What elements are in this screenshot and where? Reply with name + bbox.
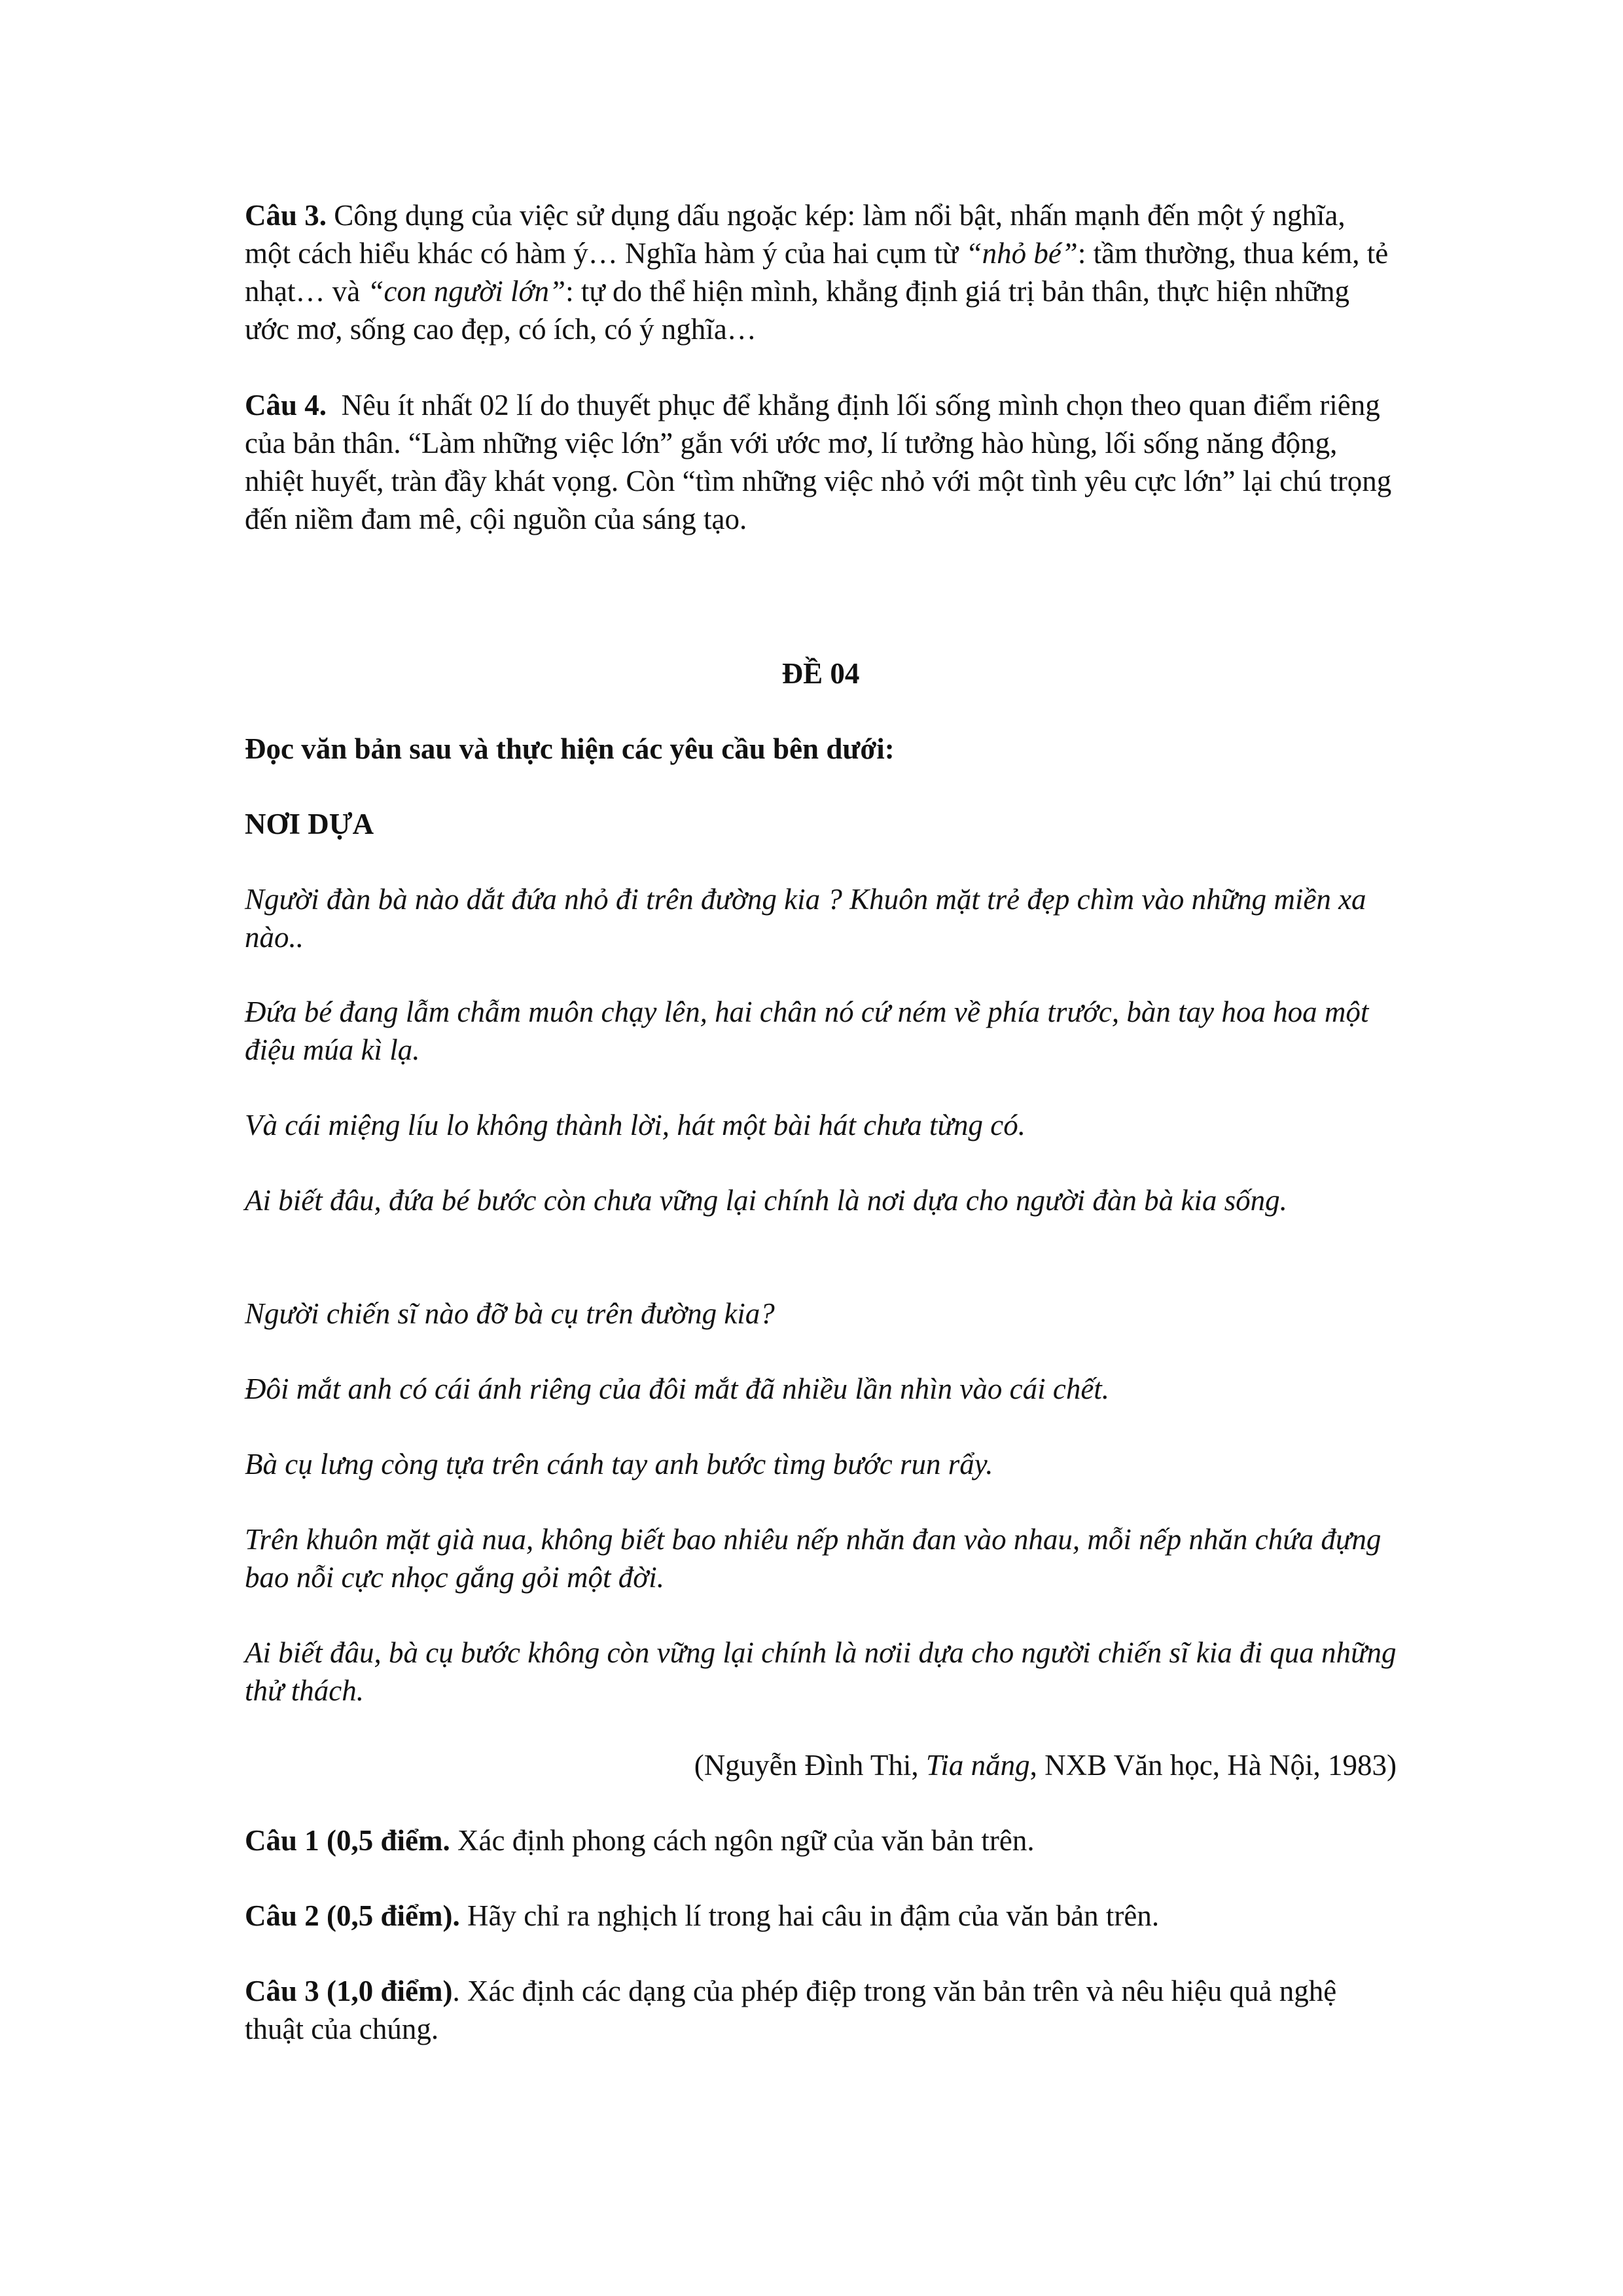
- question-1-text: Xác định phong cách ngôn ngữ của văn bản trên.: [450, 1824, 1035, 1857]
- question-3: [245, 1972, 1397, 2048]
- question-3-label: Câu 3 (1,0 điểm): [245, 1975, 453, 2007]
- poem-title: NƠI DỰA: [245, 808, 374, 840]
- instruction: Đọc văn bản sau và thực hiện các yêu cầu bên dưới:: [245, 732, 895, 765]
- poem-paragraph-7: Bà cụ lưng còng tựa trên cánh tay anh bước tìmg bước run rẩy.: [245, 1448, 993, 1480]
- cau-3-text-2: : tầm thường, thua kém, tẻ nhạt… và: [245, 237, 1389, 308]
- cau-4-label: Câu 4.: [245, 389, 327, 422]
- source-book-title: Tia nắng: [925, 1749, 1030, 1782]
- question-3-text: . Xác định các dạng của phép điệp trong văn bản trên và nêu hiệu quả nghệ thuật của chúng.: [245, 1975, 1337, 2045]
- cau-4-text: Nêu ít nhất 02 lí do thuyết phục để khẳng định lối sống mình chọn theo quan điểm riêng của bản thân. “Làm những việc lớn” gắn với ước mơ, lí tưởng hào hùng, lối sống năng động, nhiệt huyết, tràn đầy khát vọng. Còn “tìm những việc nhỏ với một tình yêu cực lớn” lại chú trọng đến niềm đam mê, cội nguồn của sáng tạo.: [245, 389, 1399, 535]
- poem-paragraph-5: Người chiến sĩ nào đỡ bà cụ trên đường kia?: [245, 1297, 775, 1330]
- poem-paragraph-4: Ai biết đâu, đứa bé bước còn chưa vững lại chính là nơi dựa cho người đàn bà kia sống.: [245, 1184, 1287, 1217]
- cau-3-text-1: Công dụng của việc sử dụng dấu ngoặc kép: làm nổi bật, nhấn mạnh đến một ý nghĩa, một cách hiểu khác có hàm ý… Nghĩa hàm ý của hai cụm từ: [245, 199, 1346, 270]
- poem-paragraph-3: Và cái miệng líu lo không thành lời, hát một bài hát chưa từng có.: [245, 1109, 1026, 1141]
- cau-3-term-con-nguoi-lon: “con người lớn”: [367, 275, 566, 308]
- poem-paragraph-6: Đôi mắt anh có cái ánh riêng của đôi mắt đã nhiều lần nhìn vào cái chết.: [245, 1372, 1110, 1405]
- poem-paragraph-8: Trên khuôn mặt già nua, không biết bao nhiêu nếp nhăn đan vào nhau, mỗi nếp nhăn chứa đựng bao nỗi cực nhọc gắng gỏi một đời.: [245, 1523, 1382, 1594]
- cau-3-term-nho-be: “nhỏ bé”: [965, 237, 1078, 270]
- cau-3-label: Câu 3.: [245, 199, 327, 232]
- source-prefix: (Nguyễn Đình Thi,: [694, 1749, 926, 1782]
- question-2-label: Câu 2 (0,5 điểm).: [245, 1899, 460, 1932]
- question-2-text: Hãy chỉ ra nghịch lí trong hai câu in đậm của văn bản trên.: [459, 1899, 1160, 1932]
- poem-paragraph-2: Đứa bé đang lẫm chẫm muôn chạy lên, hai chân nó cứ ném về phía trước, bàn tay hoa hoa một điệu múa kì lạ.: [245, 996, 1369, 1066]
- answer-cau-3: [245, 196, 1397, 348]
- question-2: [245, 1897, 1397, 1935]
- question-1-label: Câu 1 (0,5 điểm.: [245, 1824, 450, 1857]
- source-citation: [245, 1746, 1397, 1784]
- de-title: ĐỀ 04: [781, 657, 860, 690]
- question-1: [245, 1821, 1397, 1859]
- poem-paragraph-9: Ai biết đâu, bà cụ bước không còn vững lại chính là nơii dựa cho người chiến sĩ kia đi qua những thử thách.: [245, 1636, 1397, 1707]
- answer-cau-4: [245, 386, 1397, 538]
- cau-3-text-3: : tự do thể hiện mình, khẳng định giá trị bản thân, thực hiện những ước mơ, sống cao đẹp, có ích, có ý nghĩa…: [245, 275, 1350, 346]
- poem-paragraph-1: Người đàn bà nào dắt đứa nhỏ đi trên đường kia ? Khuôn mặt trẻ đẹp chìm vào những miền xa nào..: [245, 883, 1366, 954]
- source-suffix: , NXB Văn học, Hà Nội, 1983): [1029, 1749, 1397, 1782]
